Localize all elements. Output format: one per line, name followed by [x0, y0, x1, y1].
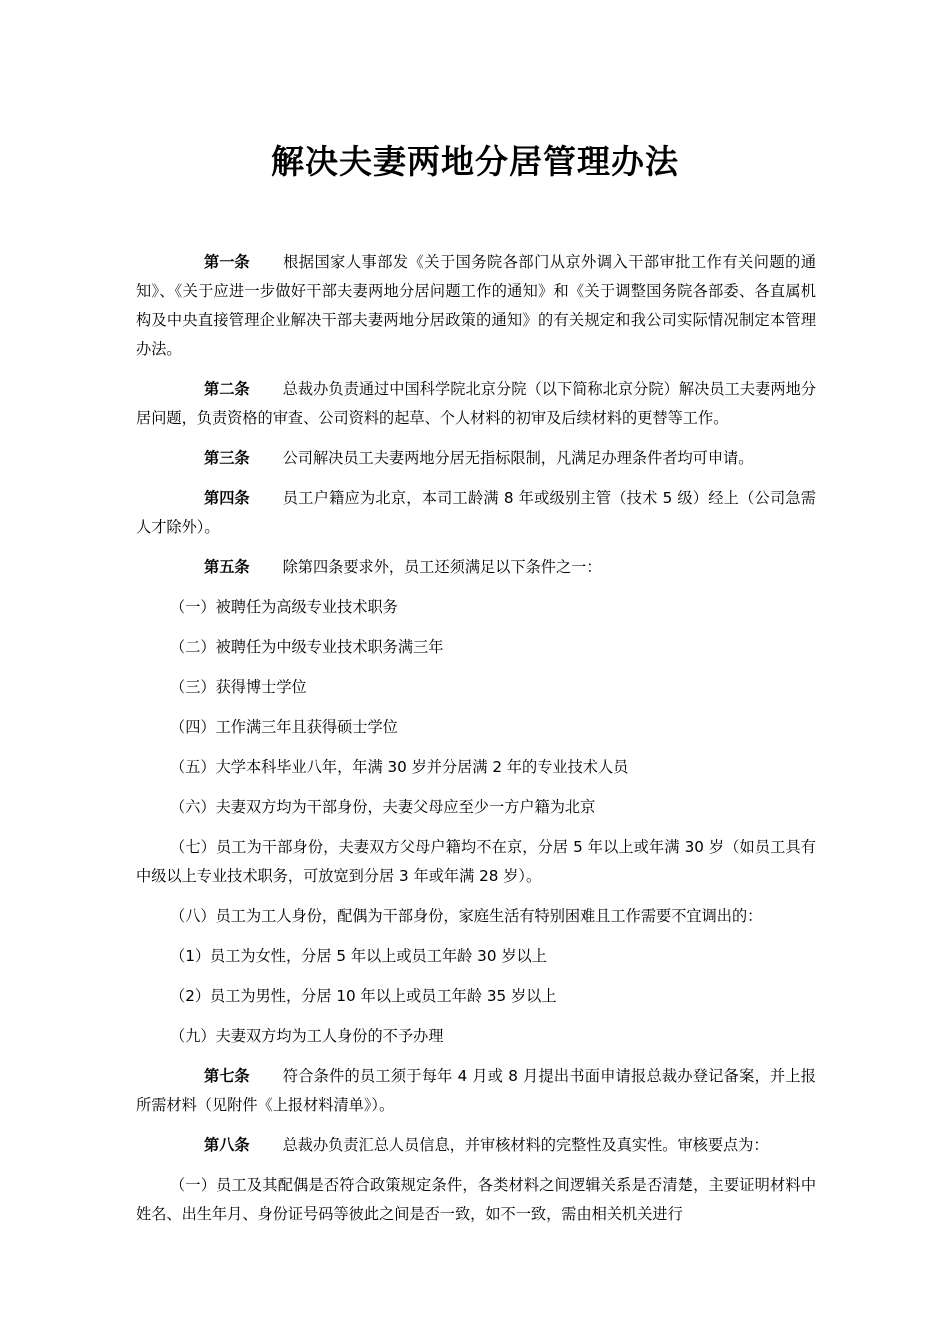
article-label: 第八条 — [204, 1136, 250, 1154]
list-item-text: （三）获得博士学位 — [170, 678, 307, 696]
article-label: 第四条 — [204, 489, 250, 507]
list-item-text: （九）夫妻双方均为工人身份的不予办理 — [170, 1027, 444, 1045]
list-item-text: （四）工作满三年且获得硕士学位 — [170, 718, 398, 736]
article-label: 第一条 — [204, 253, 250, 271]
article-5 — [136, 553, 816, 582]
article-7 — [136, 1062, 816, 1120]
list-item — [136, 633, 816, 662]
article-1 — [136, 248, 816, 364]
list-item — [136, 1171, 816, 1229]
list-item-text: （七）员工为干部身份，夫妻双方父母户籍均不在京，分居 5 年以上或年满 30 岁（如员工具有中级以上专业技术职务，可放宽到分居 3 年或年满 28 岁）。 — [136, 838, 816, 885]
article-text: 公司解决员工夫妻两地分居无指标限制，凡满足办理条件者均可申请。 — [282, 449, 754, 467]
document-body — [136, 248, 816, 1240]
article-text: 除第四条要求外，员工还须满足以下条件之一： — [282, 558, 602, 576]
list-item — [136, 753, 816, 782]
list-item — [136, 902, 816, 931]
list-item — [136, 1022, 816, 1051]
article-text: 总裁办负责通过中国科学院北京分院（以下简称北京分院）解决员工夫妻两地分居问题，负责资格的审查、公司资料的起草、个人材料的初审及后续材料的更替等工作。 — [136, 380, 816, 427]
sub-list-item — [136, 942, 816, 971]
article-3 — [136, 444, 816, 473]
list-item-text: （五）大学本科毕业八年，年满 30 岁并分居满 2 年的专业技术人员 — [170, 758, 629, 776]
list-item — [136, 793, 816, 822]
article-label: 第三条 — [204, 449, 250, 467]
sub-list-item — [136, 982, 816, 1011]
article-2 — [136, 375, 816, 433]
list-item-text: （一）员工及其配偶是否符合政策规定条件，各类材料之间逻辑关系是否清楚，主要证明材料中姓名、出生年月、身份证号码等彼此之间是否一致，如不一致，需由相关机关进行 — [136, 1176, 816, 1223]
article-text: 根据国家人事部发《关于国务院各部门从京外调入干部审批工作有关问题的通知》、《关于应进一步做好干部夫妻两地分居问题工作的通知》和《关于调整国务院各部委、各直属机构及中央直接管理企业解决干部夫妻两地分居政策的通知》的有关规定和我公司实际情况制定本管理办法。 — [136, 253, 816, 358]
list-item-text: （1）员工为女性，分居 5 年以上或员工年龄 30 岁以上 — [170, 947, 547, 965]
article-text: 总裁办负责汇总人员信息，并审核材料的完整性及真实性。审核要点为： — [282, 1136, 769, 1154]
list-item — [136, 593, 816, 622]
article-label: 第二条 — [204, 380, 250, 398]
article-label: 第五条 — [204, 558, 250, 576]
list-item-text: （2）员工为男性，分居 10 年以上或员工年龄 35 岁以上 — [170, 987, 557, 1005]
list-item-text: （一）被聘任为高级专业技术职务 — [170, 598, 398, 616]
article-text: 符合条件的员工须于每年 4 月或 8 月提出书面申请报总裁办登记备案，并上报所需材料（见附件《上报材料清单》）。 — [136, 1067, 816, 1114]
list-item — [136, 833, 816, 891]
list-item — [136, 713, 816, 742]
list-item-text: （二）被聘任为中级专业技术职务满三年 — [170, 638, 444, 656]
list-item-text: （八）员工为工人身份，配偶为干部身份，家庭生活有特别困难且工作需要不宜调出的： — [170, 907, 763, 925]
document-title: 解决夫妻两地分居管理办法 — [271, 142, 679, 181]
article-label: 第七条 — [204, 1067, 250, 1085]
article-8 — [136, 1131, 816, 1160]
list-item-text: （六）夫妻双方均为干部身份，夫妻父母应至少一方户籍为北京 — [170, 798, 596, 816]
article-4 — [136, 484, 816, 542]
article-text: 员工户籍应为北京，本司工龄满 8 年或级别主管（技术 5 级）经上（公司急需人才除外）。 — [136, 489, 816, 536]
list-item — [136, 673, 816, 702]
